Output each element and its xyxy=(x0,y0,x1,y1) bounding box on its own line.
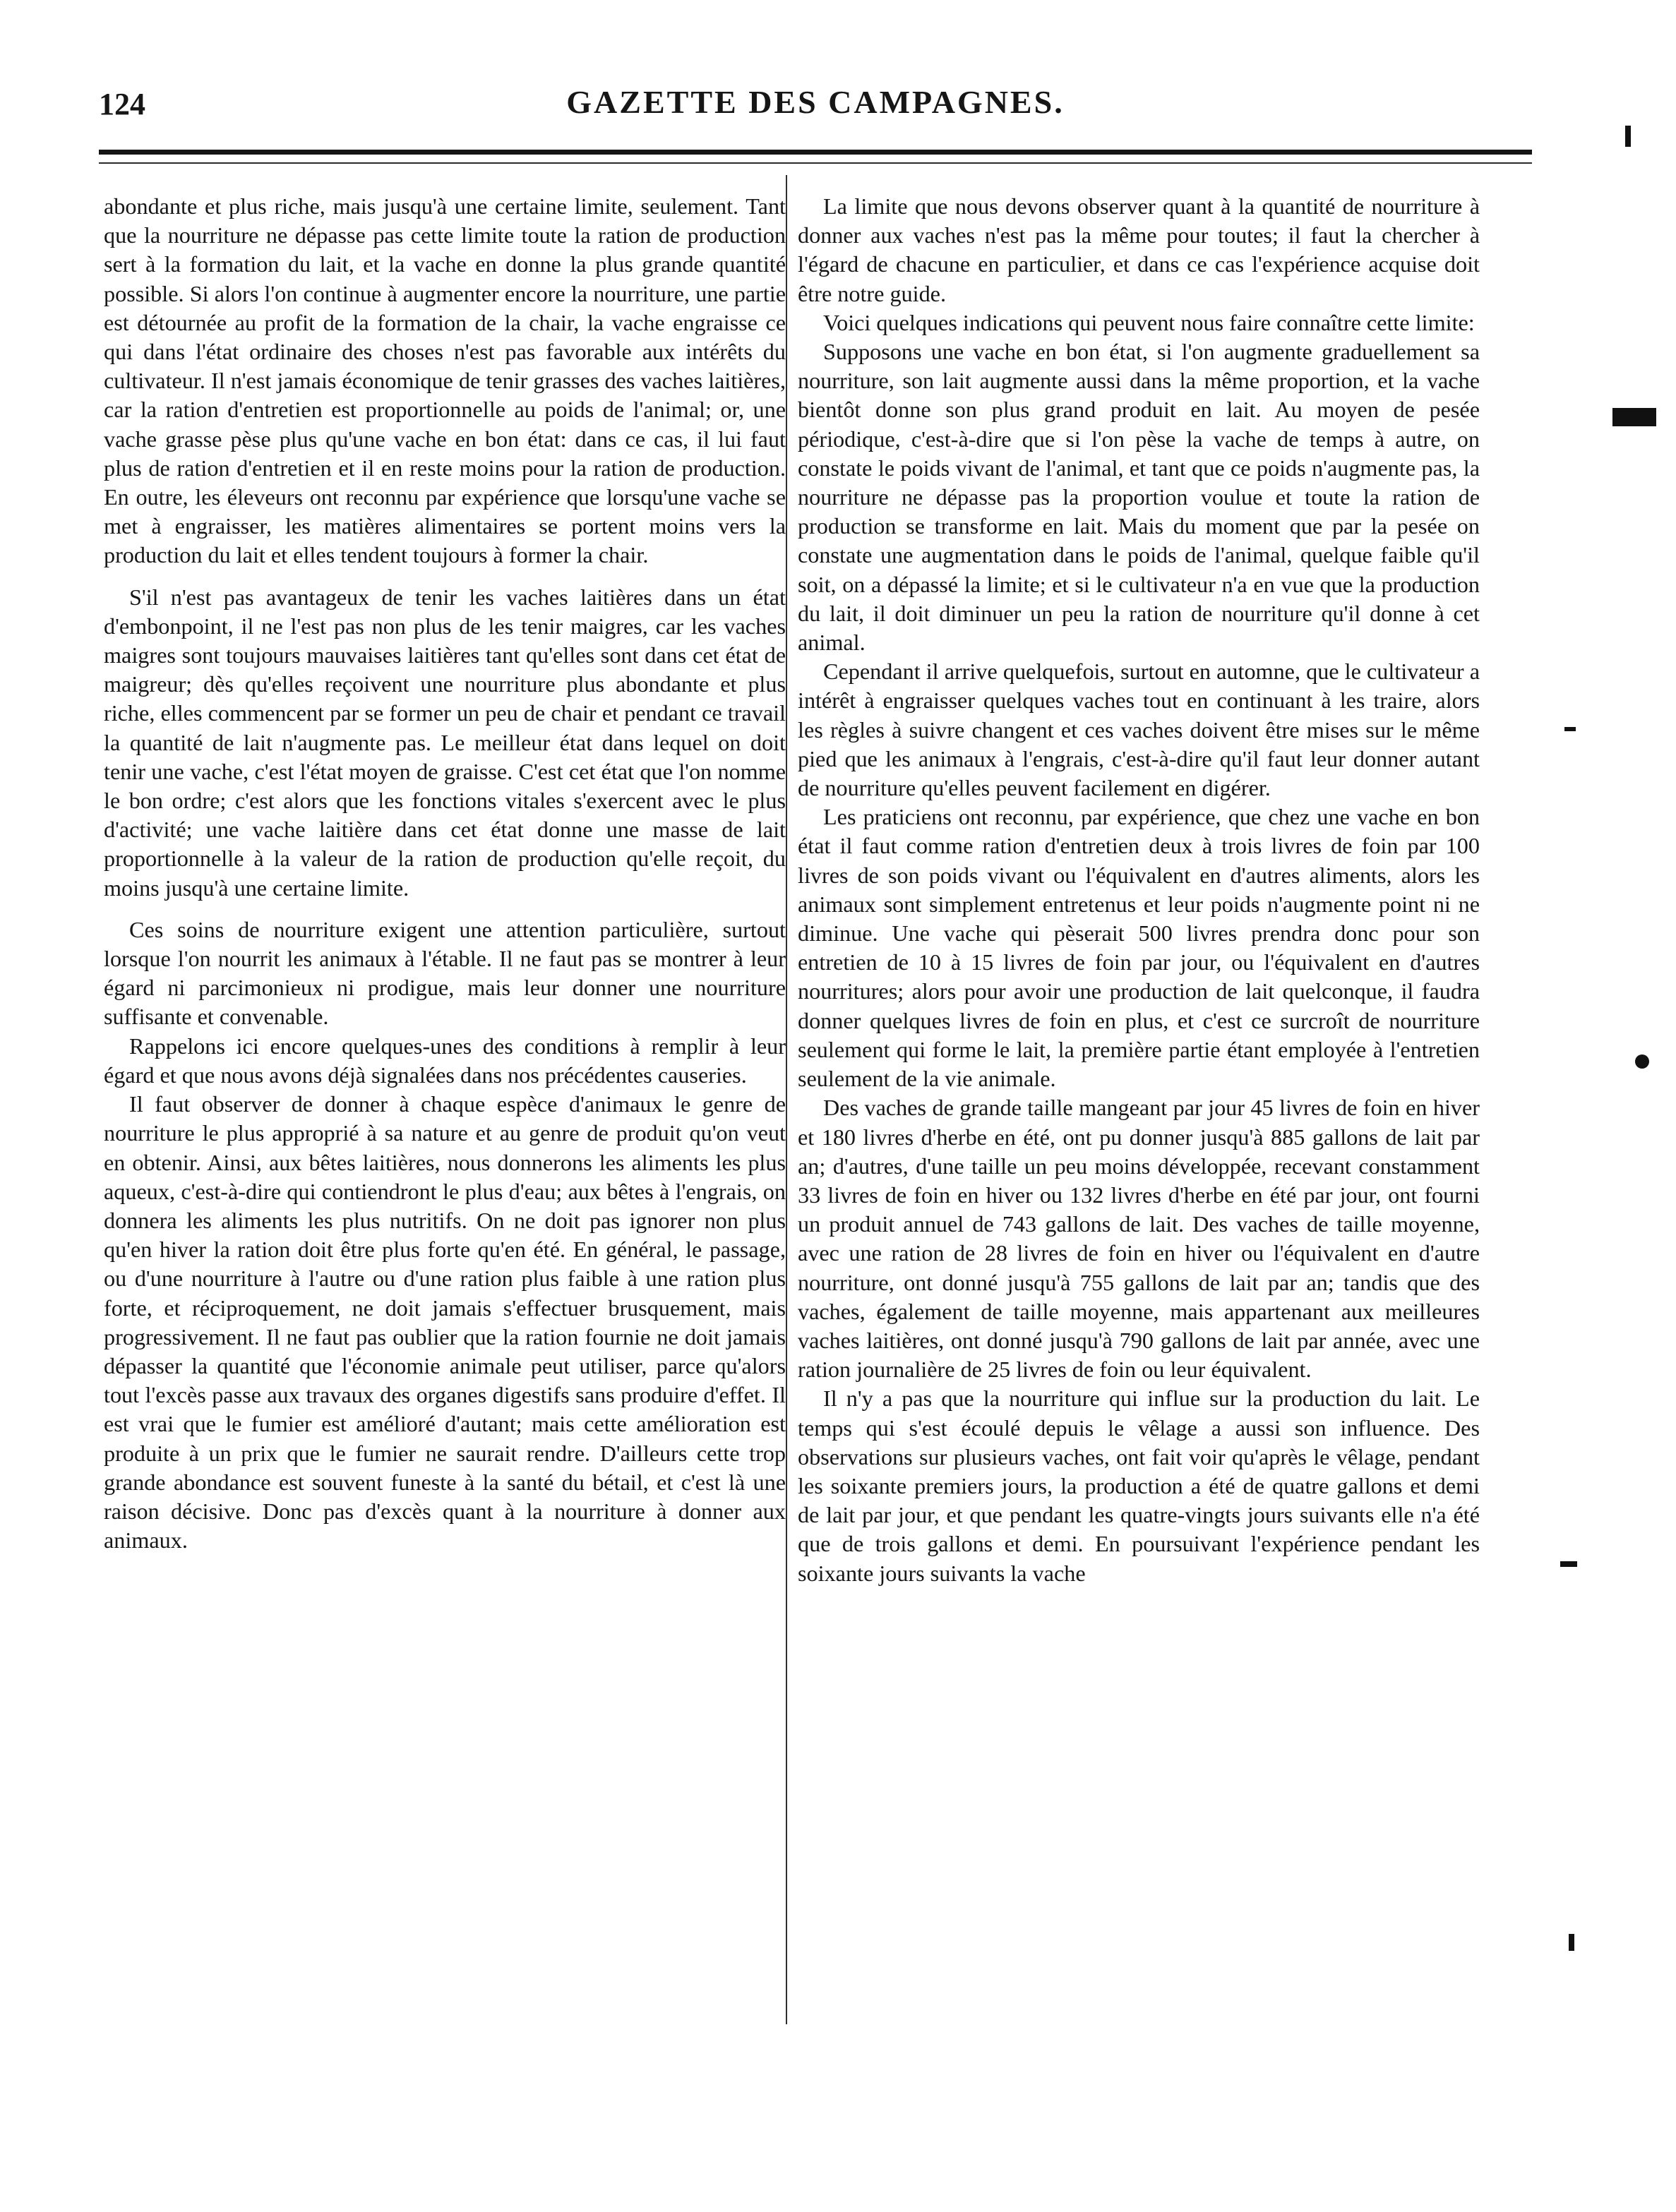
paragraph: Voici quelques indications qui peuvent nous faire connaître cette limite: xyxy=(823,309,1475,335)
ink-speck xyxy=(1560,1561,1577,1567)
paragraph: S'il n'est pas avantageux de tenir les vaches laitières dans un état d'embonpoint, il ne l'est pas non plus de les tenir maigres, car les vaches maigres sont toujours mauvaises laitières tant qu'elles sont dans cet état de maigreur; dès qu'elles reçoivent une nourriture plus abondante et plus riche, elles commencent par se former un peu de chair et pendant ce travail la quantité de lait n'augmente pas. Le meilleur état dans lequel on doit tenir une vache, c'est l'état moyen de graisse. C'est cet état que l'on nomme le bon ordre; c'est alors que les fonctions vitales s'exercent avec le plus d'activité; une vache laitière dans cet état donne une masse de lait proportionnelle à la valeur de la ration de production qu'elle reçoit, du moins jusqu'à une certaine limite. xyxy=(104,584,786,901)
paragraph: Il n'y a pas que la nourriture qui influe sur la production du lait. Le temps qui s'est écoulé depuis le vêlage a aussi son influence. Des observations sur plusieurs vaches, ont fait voir qu'après le vêlage, pendant les soixante premiers jours, la production a été de quatre gallons et demi de lait par jour, et que pendant les quatre-vingts jours suivants elle n'a été que de trois gallons et demi. En poursuivant l'expérience pendant les soixante jours suivants la vache xyxy=(798,1385,1480,1586)
paragraph: Des vaches de grande taille mangeant par jour 45 livres de foin en hiver et 180 livres d'herbe en été, ont pu donner jusqu'à 885 gallons de lait par an; d'autres, d'une taille un peu moins développée, recevant constamment 33 livres de foin en hiver ou 132 livres d'herbe en été par jour, ont fourni un produit annuel de 743 gallons de lait. Des vaches de taille moyenne, avec une ration de 28 livres de foin en hiver ou l'équivalent en d'autre nourriture, ont donné jusqu'à 755 gallons de lait par an; tandis que des vaches, également de taille moyenne, mais appartenant aux meilleures vaches laitières, ont donné jusqu'à 790 gallons de lait par année, avec une ration journalière de 25 livres de foin ou leur équivalent. xyxy=(798,1095,1480,1383)
paragraph: Les praticiens ont reconnu, par expérience, que chez une vache en bon état il faut comme ration d'entretien deux à trois livres de foin par 100 livres de son poids vivant ou l'équivalent en d'autres aliments, alors les animaux sont simplement entretenus et leur poids n'augmente point ni ne diminue. Une vache qui pèserait 500 livres prendra donc pour son entretien de 10 à 15 livres de foin par jour, ou l'équivalent en d'autres nourritures; alors pour avoir une production de lait quelconque, il faudra donner quelques livres de foin en plus, et c'est ce surcroît de nourriture seulement qui forme le lait, la première partie étant employée à l'entretien seulement de la vie animale. xyxy=(798,804,1480,1092)
page-number: 124 xyxy=(99,87,145,121)
ink-speck xyxy=(1612,408,1656,426)
paragraph: La limite que nous devons observer quant à la quantité de nourriture à donner aux vaches n'est pas la même pour toutes; il faut la chercher à l'égard de chacune en particulier, et dans ce cas l'expérience acquise doit être notre guide. xyxy=(798,193,1480,306)
ink-speck xyxy=(1569,1934,1574,1951)
page-header xyxy=(99,83,1532,126)
ink-speck xyxy=(1564,727,1576,731)
paragraph: abondante et plus riche, mais jusqu'à une certaine limite, seulement. Tant que la nourriture ne dépasse pas cette limite toute la ration de production sert à la formation du lait, et la vache en donne la plus grande quantité possible. Si alors l'on continue à augmenter encore la nourriture, une partie est détournée au profit de la formation de la chair, la vache engraisse ce qui dans l'état ordinaire des choses n'est pas favorable aux intérêts du cultivateur. Il n'est jamais économique de tenir grasses des vaches laitières, car la ration d'entretien est proportionnelle au poids de l'animal; or, une vache grasse pèse plus qu'une vache en bon état: dans ce cas, il lui faut plus de ration d'entretien et il en reste moins pour la ration de production. En outre, les éleveurs ont reconnu par expérience que lorsqu'une vache se met à engraisser, les matières alimentaires se portent moins vers la production du lait et elles tendent toujours à former la chair. xyxy=(104,193,786,568)
header-rule-thin xyxy=(99,162,1532,164)
running-title: GAZETTE DES CAMPAGNES. xyxy=(566,84,1065,120)
ink-speck xyxy=(1635,1054,1649,1069)
column-divider xyxy=(786,175,787,2024)
paragraph: Cependant il arrive quelquefois, surtout en automne, que le cultivateur a intérêt à engraisser quelques vaches tout en continuant à les traire, alors les règles à suivre changent et ces vaches doivent être mises sur le même pied que les animaux à l'engrais, c'est-à-dire qu'il faut leur donner autant de nourriture qu'elles peuvent facilement en digérer. xyxy=(798,659,1480,801)
ink-speck xyxy=(1625,126,1631,147)
paragraph: Il faut observer de donner à chaque espèce d'animaux le genre de nourriture le plus approprié à sa nature et au genre de produit qu'on veut en obtenir. Ainsi, aux bêtes laitières, nous donnerons les aliments les plus aqueux, c'est-à-dire qui contiendront le plus d'eau; aux bêtes à l'engrais, on donnera les aliments les plus nutritifs. On ne doit pas ignorer non plus qu'en hiver la ration doit être plus forte qu'en été. En général, le passage, ou d'une nourriture à l'autre ou d'une ration plus faible à une ration plus forte, et réciproquement, ne doit jamais s'effectuer brusquement, mais progressivement. Il ne faut pas oublier que la ration fournie ne doit jamais dépasser la quantité que l'économie animale peut utiliser, parce qu'alors tout l'excès passe aux travaux des organes digestifs sans produire d'effet. Il est vrai que le fumier est amélioré d'autant; mais cette amélioration est produite à un prix que le fumier ne saurait rendre. D'ailleurs cette trop grande abondance est souvent funeste à la santé du bétail, et c'est là une raison décisive. Donc pas d'excès quant à la nourriture à donner aux animaux. xyxy=(104,1091,786,1553)
right-column xyxy=(798,192,1480,1588)
paragraph: Rappelons ici encore quelques-unes des conditions à remplir à leur égard et que nous avons déjà signalées dans nos précédentes causeries. xyxy=(104,1033,786,1088)
header-rule-thick xyxy=(99,150,1532,155)
paragraph: Supposons une vache en bon état, si l'on augmente graduellement sa nourriture, son lait augmente aussi dans la même proportion, et la vache bientôt donne son plus grand produit en lait. Au moyen de pesée périodique, c'est-à-dire que si l'on pèse la vache de temps à autre, on constate le poids vivant de l'animal, et tant que ce poids n'augmente pas, la nourriture ne dépasse pas la proportion voulue et toute la ration de production se transforme en lait. Mais du moment que par la pesée on constate une augmentation dans le poids de l'animal, quelque faible qu'il soit, on a dépassé la limite; et si le cultivateur n'a en vue que la production du lait, il doit diminuer un peu la ration de nourriture qu'il donne à cet animal. xyxy=(798,339,1480,656)
paragraph: Ces soins de nourriture exigent une attention particulière, surtout lorsque l'on nourrit les animaux à l'étable. Il ne faut pas se montrer à leur égard ni parcimonieux ni prodigue, mais leur donner une nourriture suffisante et convenable. xyxy=(104,916,786,1030)
left-column xyxy=(104,192,786,1555)
